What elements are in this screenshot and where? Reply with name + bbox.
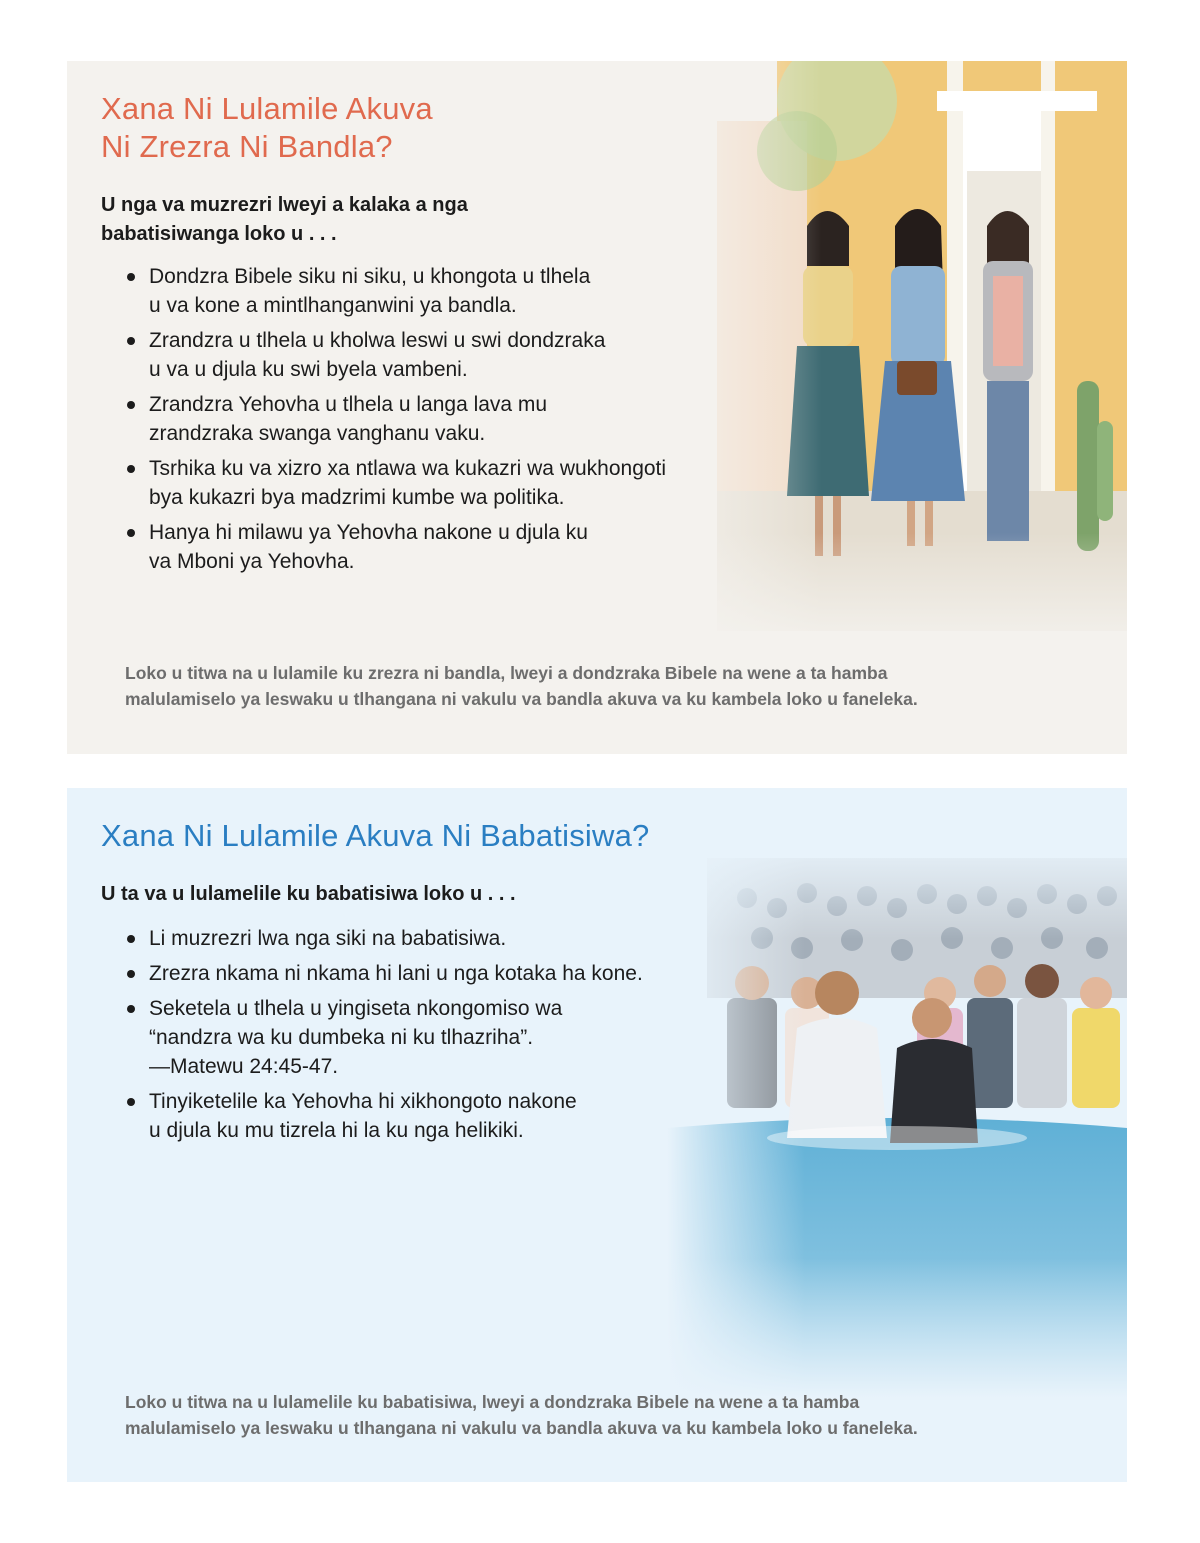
footnote-line: malulamiselo ya leswaku u tlhangana ni vakulu va bandla akuva va ku kambela loko u faneleka. [125, 1418, 918, 1438]
list-item-line: Li muzrezri lwa nga siki na babatisiwa. [149, 927, 507, 950]
list-item-line: va Mboni ya Yehovha. [149, 550, 355, 573]
list-item-line: Seketela u tlhela u yingiseta nkongomiso wa [149, 997, 563, 1020]
title-line: Xana Ni Lulamile Akuva Ni Babatisiwa? [101, 818, 650, 853]
list-item-line: Hanya hi milawu ya Yehovha nakone u djula ku [149, 521, 588, 544]
list-item-line: Dondzra Bibele siku ni siku, u khongota u tlhela [149, 265, 591, 288]
list-item [125, 1087, 745, 1145]
list-item-line: bya kukazri bya madzrimi kumbe wa politika. [149, 486, 565, 509]
list-item-line: Zrandzra u tlhela u kholwa leswi u swi dondzraka [149, 329, 606, 352]
list-item-line: u va kone a mintlhanganwini ya bandla. [149, 294, 517, 317]
section-title [101, 817, 649, 855]
list-item [125, 924, 745, 953]
scripture-reference: —Matewu 24:45-47. [149, 1055, 339, 1078]
footnote [125, 1389, 1085, 1441]
title-line: Xana Ni Lulamile Akuva [101, 91, 433, 126]
list-item [125, 262, 745, 320]
list-item [125, 518, 745, 576]
list-item [125, 959, 745, 988]
list-item-line: Zrezra nkama ni nkama hi lani u nga kotaka ha kone. [149, 962, 643, 985]
list-item-line: Tsrhika ku va xizro xa ntlawa wa kukazri wa wukhongoti [149, 457, 667, 480]
title-line: Ni Zrezra Ni Bandla? [101, 129, 393, 164]
list-item-line: “nandzra wa ku dumbeka ni ku tlhazriha”. [149, 1026, 534, 1049]
requirements-list [125, 924, 745, 1151]
list-item [125, 994, 745, 1081]
footnote-line: malulamiselo ya leswaku u tlhangana ni vakulu va bandla akuva va ku kambela loko u faneleka. [125, 689, 918, 709]
list-item-line: u djula ku mu tizrela hi la ku nga helikiki. [149, 1119, 524, 1142]
congregation-section [67, 61, 1127, 754]
list-item [125, 454, 745, 512]
list-item [125, 326, 745, 384]
list-item [125, 390, 745, 448]
intro-text [101, 191, 661, 249]
baptism-section [67, 788, 1127, 1482]
list-item-line: zrandzraka swanga vanghanu vaku. [149, 422, 486, 445]
list-item-line: u va u djula ku swi byela vambeni. [149, 358, 468, 381]
footnote-line: Loko u titwa na u lulamile ku zrezra ni bandla, lweyi a dondzraka Bibele na wene a ta hamba [125, 663, 888, 683]
section-title [101, 90, 433, 166]
intro-line: babatisiwanga loko u . . . [101, 223, 337, 245]
intro-text [101, 880, 661, 909]
requirements-list [125, 262, 745, 582]
footnote-line: Loko u titwa na u lulamelile ku babatisiwa, lweyi a dondzraka Bibele na wene a ta hamba [125, 1392, 860, 1412]
footnote [125, 660, 1085, 712]
intro-line: U nga va muzrezri lweyi a kalaka a nga [101, 194, 468, 216]
list-item-line: Zrandzra Yehovha u tlhela u langa lava mu [149, 393, 548, 416]
list-item-line: Tinyiketelile ka Yehovha hi xikhongoto nakone [149, 1090, 577, 1113]
intro-line: U ta va u lulamelile ku babatisiwa loko u . . . [101, 883, 516, 905]
